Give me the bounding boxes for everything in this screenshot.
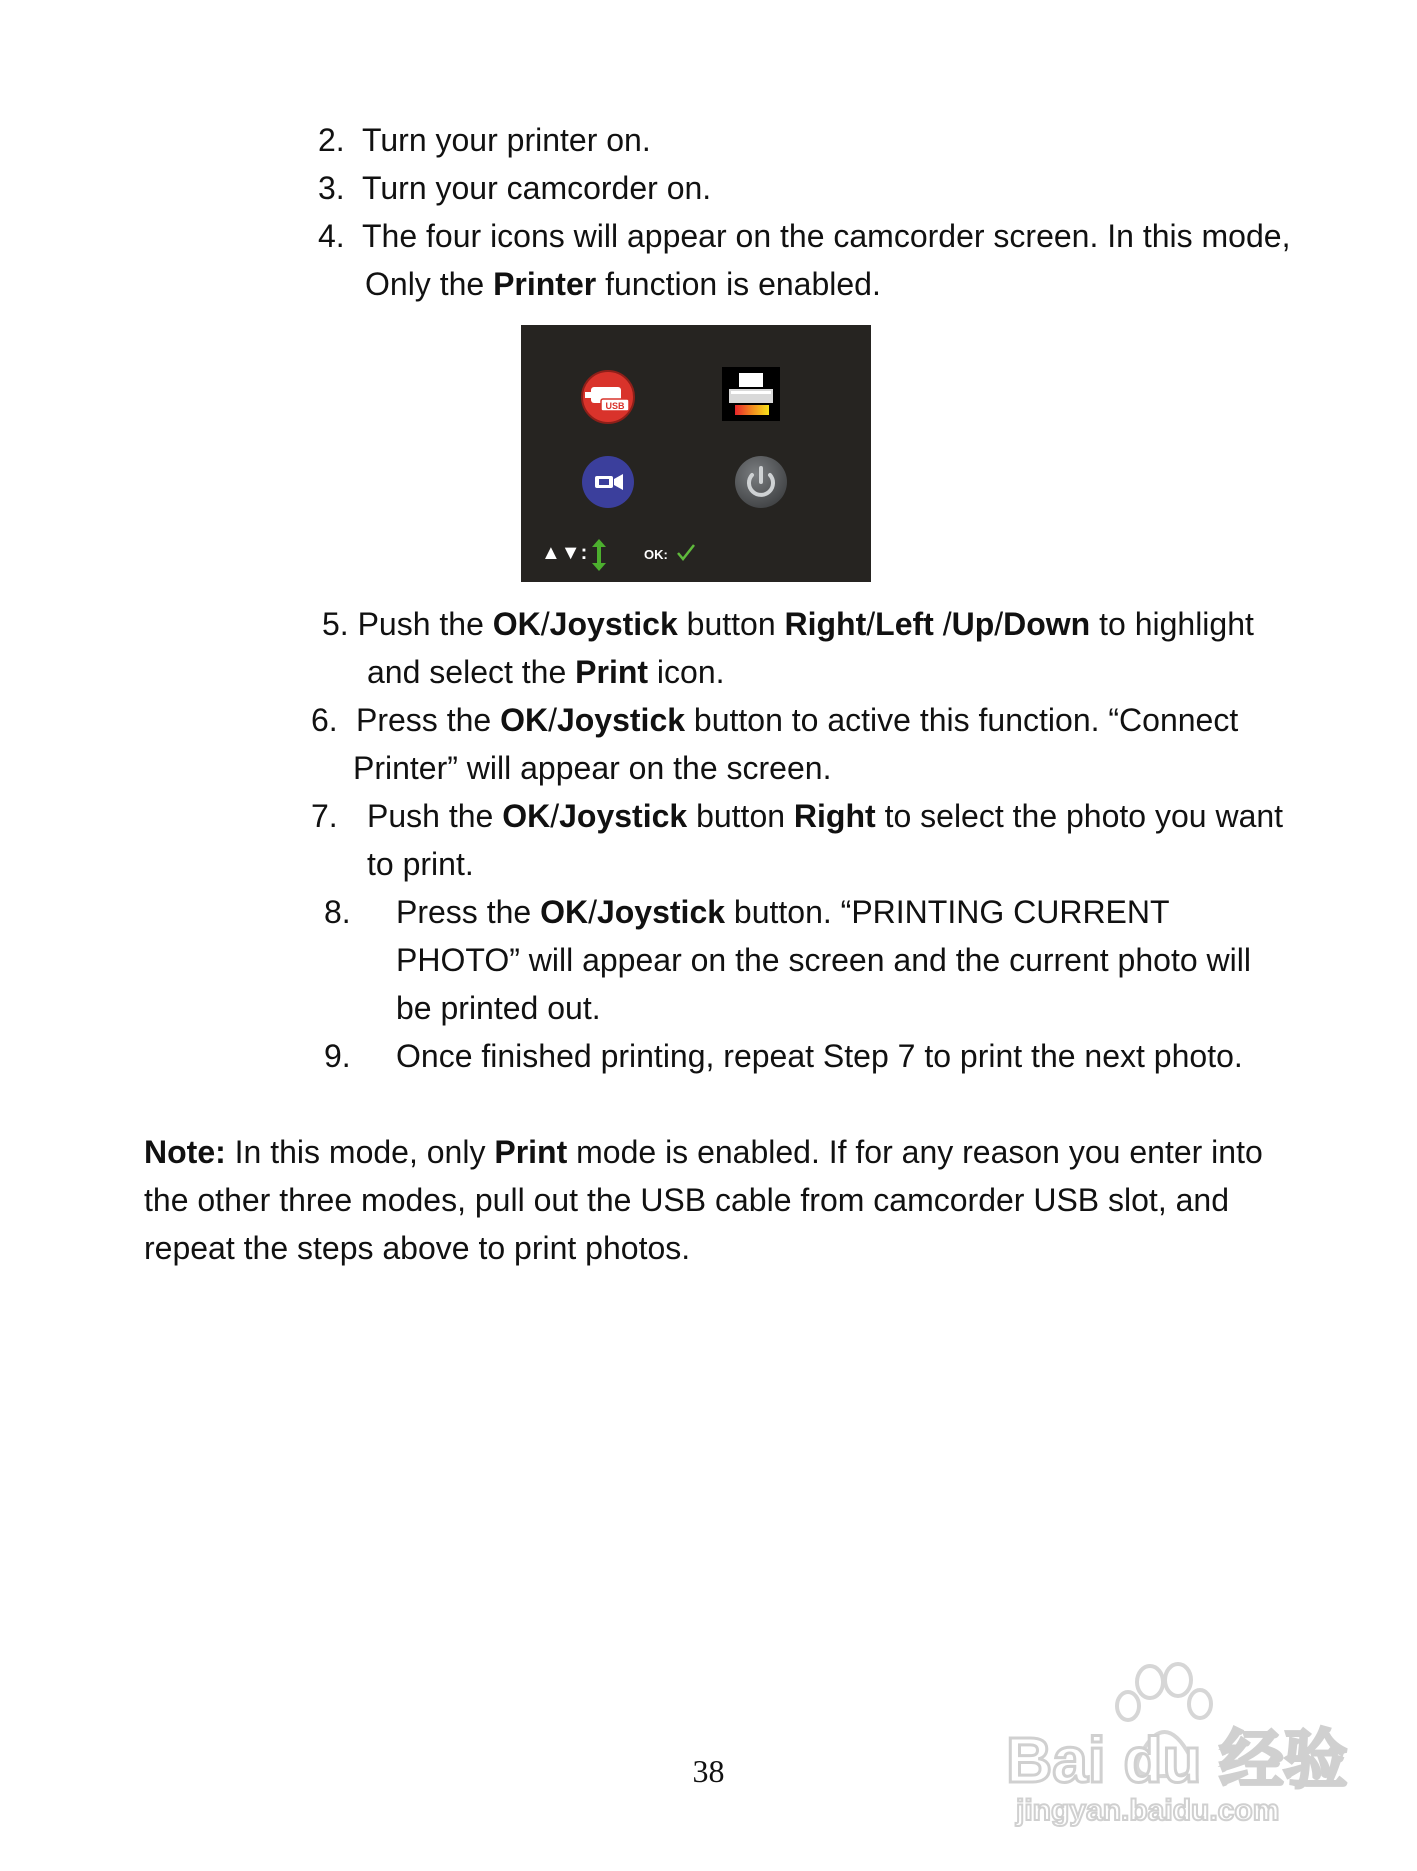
page-number: 38 (692, 1753, 725, 1789)
ok-label: OK: (644, 547, 668, 562)
navigation-hint (541, 539, 606, 571)
camcorder-screen (521, 325, 871, 582)
power-icon (735, 456, 787, 508)
step-text: Once finished printing, repeat Step 7 to print the next photo. (396, 1038, 1243, 1074)
step-5: 5. Push the OK/Joystick button Right/Left /Up/Down to highlight (322, 606, 1254, 642)
step-text: The four icons will appear on the camcorder screen. In this mode, (362, 218, 1291, 254)
step-6-continued: Printer” will appear on the screen. (353, 750, 832, 786)
step-number: 6. (311, 702, 338, 738)
step-number: 2. (318, 122, 345, 158)
printer-icon (722, 367, 780, 421)
note-line-3: repeat the steps above to print photos. (144, 1230, 691, 1266)
step-number: 5. (322, 606, 349, 642)
watermark-brand: Bai du 经验 (1006, 1724, 1348, 1796)
step-8-continued-2: be printed out. (396, 990, 601, 1026)
usb-icon (582, 371, 634, 423)
step-text: Turn your camcorder on. (362, 170, 712, 206)
note: Note: In this mode, only Print mode is enabled. If for any reason you enter into (144, 1134, 1263, 1170)
camcorder-screen-graphic (521, 325, 871, 582)
step-number: 3. (318, 170, 345, 206)
step-number: 4. (318, 218, 345, 254)
baidu-watermark (1000, 1660, 1360, 1830)
step-number: 8. (324, 894, 351, 930)
note-label: Note: (144, 1134, 226, 1170)
step-number: 9. (324, 1038, 351, 1074)
checkmark-icon (678, 545, 694, 559)
baidu-paw-icon (1000, 1660, 1360, 1830)
step-7-continued: to print. (367, 846, 474, 882)
step-5-continued: and select the Print icon. (367, 654, 725, 690)
printer-term: Printer (493, 266, 597, 302)
step-text: Press the OK/Joystick button. “PRINTING CURRENT (396, 894, 1170, 930)
note-line-2: the other three modes, pull out the USB cable from camcorder USB slot, and (144, 1182, 1229, 1218)
step-8-continued: PHOTO” will appear on the screen and the current photo will (396, 942, 1251, 978)
step-text: Press the OK/Joystick button to active this function. “Connect (356, 702, 1239, 738)
step-text: Push the OK/Joystick button Right to select the photo you want (367, 798, 1284, 834)
up-down-arrow-icon (592, 539, 606, 571)
nav-arrows-label: ▲▼: (541, 542, 588, 564)
step-text: Turn your printer on. (362, 122, 651, 158)
camcorder-icon (582, 456, 634, 508)
step-4-continued: Only the Printer function is enabled. (365, 266, 881, 302)
step-number: 7. (311, 798, 338, 834)
usb-label: USB (605, 401, 625, 411)
watermark-url: jingyan.baidu.com (1016, 1794, 1280, 1827)
ok-hint (644, 545, 694, 562)
